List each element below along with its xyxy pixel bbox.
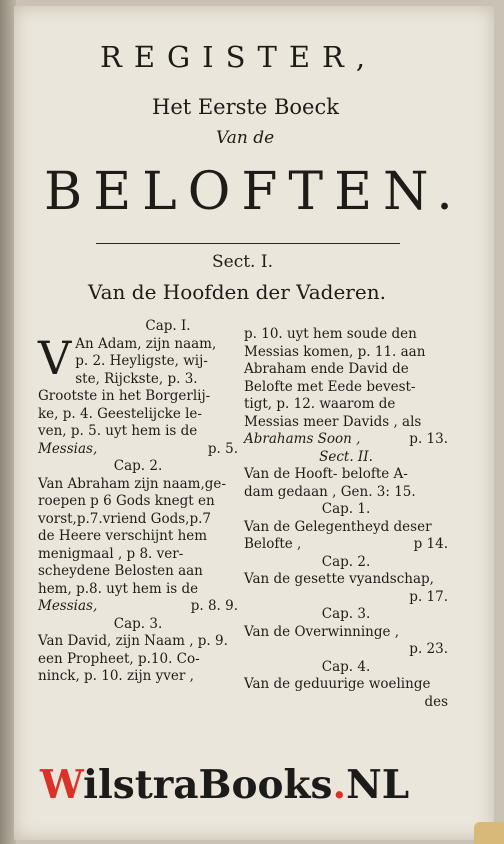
- entry-text: Messias,: [38, 598, 98, 614]
- entry-line: ke, p. 4. Geestelijcke le-: [38, 405, 202, 422]
- thumb-corner: [474, 822, 504, 844]
- book-subtitle: Het Eerste Boeck: [152, 95, 339, 119]
- entry-line: Van David, zijn Naam , p. 9.: [38, 633, 228, 649]
- watermark-name: ilstraBooks: [83, 762, 333, 808]
- entry-line: Van Abraham zijn naam,ge-: [38, 475, 226, 492]
- entry-line: Belofte met Eede bevest-: [244, 378, 416, 395]
- page-ref: p. 8. 9.: [190, 598, 238, 614]
- van-de-line: Van de: [216, 128, 275, 148]
- entry-line: p. 2. Heyligste, wij-: [75, 353, 208, 369]
- drop-cap: V: [38, 330, 72, 385]
- entry-text: Belofte ,: [244, 536, 302, 552]
- entry-line: ven, p. 5. uyt hem is de: [38, 423, 198, 439]
- entry-line: dam gedaan , Gen. 3: 15.: [244, 483, 416, 500]
- entry-line: [244, 431, 448, 449]
- section-label: Sect. I.: [212, 252, 273, 272]
- watermark-logo: [40, 762, 409, 808]
- catchword: des: [424, 693, 448, 710]
- entry-line: Messias komen, p. 11. aan: [244, 343, 426, 360]
- entry-line: Abraham ende David de: [244, 361, 409, 377]
- entry-line: Grootste in het Borgerlij-: [38, 388, 211, 404]
- watermark-tld: NL: [346, 762, 410, 808]
- divider-rule: [96, 243, 400, 244]
- entry-line: Van de Hooft- belofte A-: [244, 466, 408, 482]
- entry-line: Van de gesette vyandschap,: [244, 571, 434, 587]
- watermark-w: W: [40, 762, 84, 808]
- cap-heading: Cap. I.: [145, 318, 191, 334]
- entry-line: een Propheet, p.10. Co-: [38, 650, 200, 667]
- entry-line: roepen p 6 Gods knegt en: [38, 493, 215, 509]
- section-title: Van de Hoofden der Vaderen.: [88, 280, 386, 304]
- entry-line: Van de Gelegentheyd deser: [244, 518, 432, 535]
- entry-line: tigt, p. 12. waarom de: [244, 396, 396, 412]
- entry-line: ste, Rijckste, p. 3.: [75, 370, 198, 387]
- cap-heading: Cap. 2.: [321, 553, 371, 570]
- entry-text: Messias,: [38, 440, 98, 457]
- entry-line: An Adam, zijn naam,: [75, 335, 217, 352]
- entry-line: de Heere verschijnt hem: [38, 528, 208, 544]
- entry-line: Van de Overwinninge ,: [244, 623, 400, 640]
- page-ref: p. 13.: [409, 431, 448, 447]
- register-heading: REGISTER,: [100, 40, 378, 74]
- entry-line: scheydene Belosten aan: [38, 563, 203, 579]
- entry-line: [38, 441, 238, 459]
- cap-heading: Cap. 3.: [113, 615, 163, 632]
- entry-line: vorst,p.7.vriend Gods,p.7: [38, 510, 211, 527]
- page-ref: p. 5.: [207, 440, 238, 457]
- cap-heading: Cap. 4.: [321, 658, 371, 675]
- page-ref: p. 17.: [409, 588, 448, 605]
- watermark-dot: .: [332, 762, 347, 808]
- main-title: BELOFTEN.: [44, 162, 464, 222]
- entry-line: Messias meer Davids , als: [244, 413, 422, 430]
- entry-line: menigmaal , p 8. ver-: [38, 545, 184, 562]
- left-column: [38, 318, 238, 686]
- page-ref: p 14.: [413, 536, 448, 552]
- entry-line: ninck, p. 10. zijn yver ,: [38, 668, 194, 684]
- entry-line: Van de geduurige woelinge: [244, 676, 431, 692]
- cap-heading: Cap. 3.: [321, 606, 371, 622]
- cap-heading: Cap. 2.: [113, 458, 163, 474]
- entry-line: p. 10. uyt hem soude den: [244, 326, 417, 342]
- entry-line: hem, p.8. uyt hem is de: [38, 580, 199, 597]
- entry-line: [244, 536, 448, 554]
- entry-line: [38, 598, 238, 616]
- page-ref: p. 23.: [409, 641, 448, 657]
- entry-text: Abrahams Soon ,: [244, 431, 361, 447]
- section-label: Sect. II.: [319, 448, 373, 465]
- cap-heading: Cap. 1.: [321, 501, 371, 517]
- right-column: [244, 326, 448, 711]
